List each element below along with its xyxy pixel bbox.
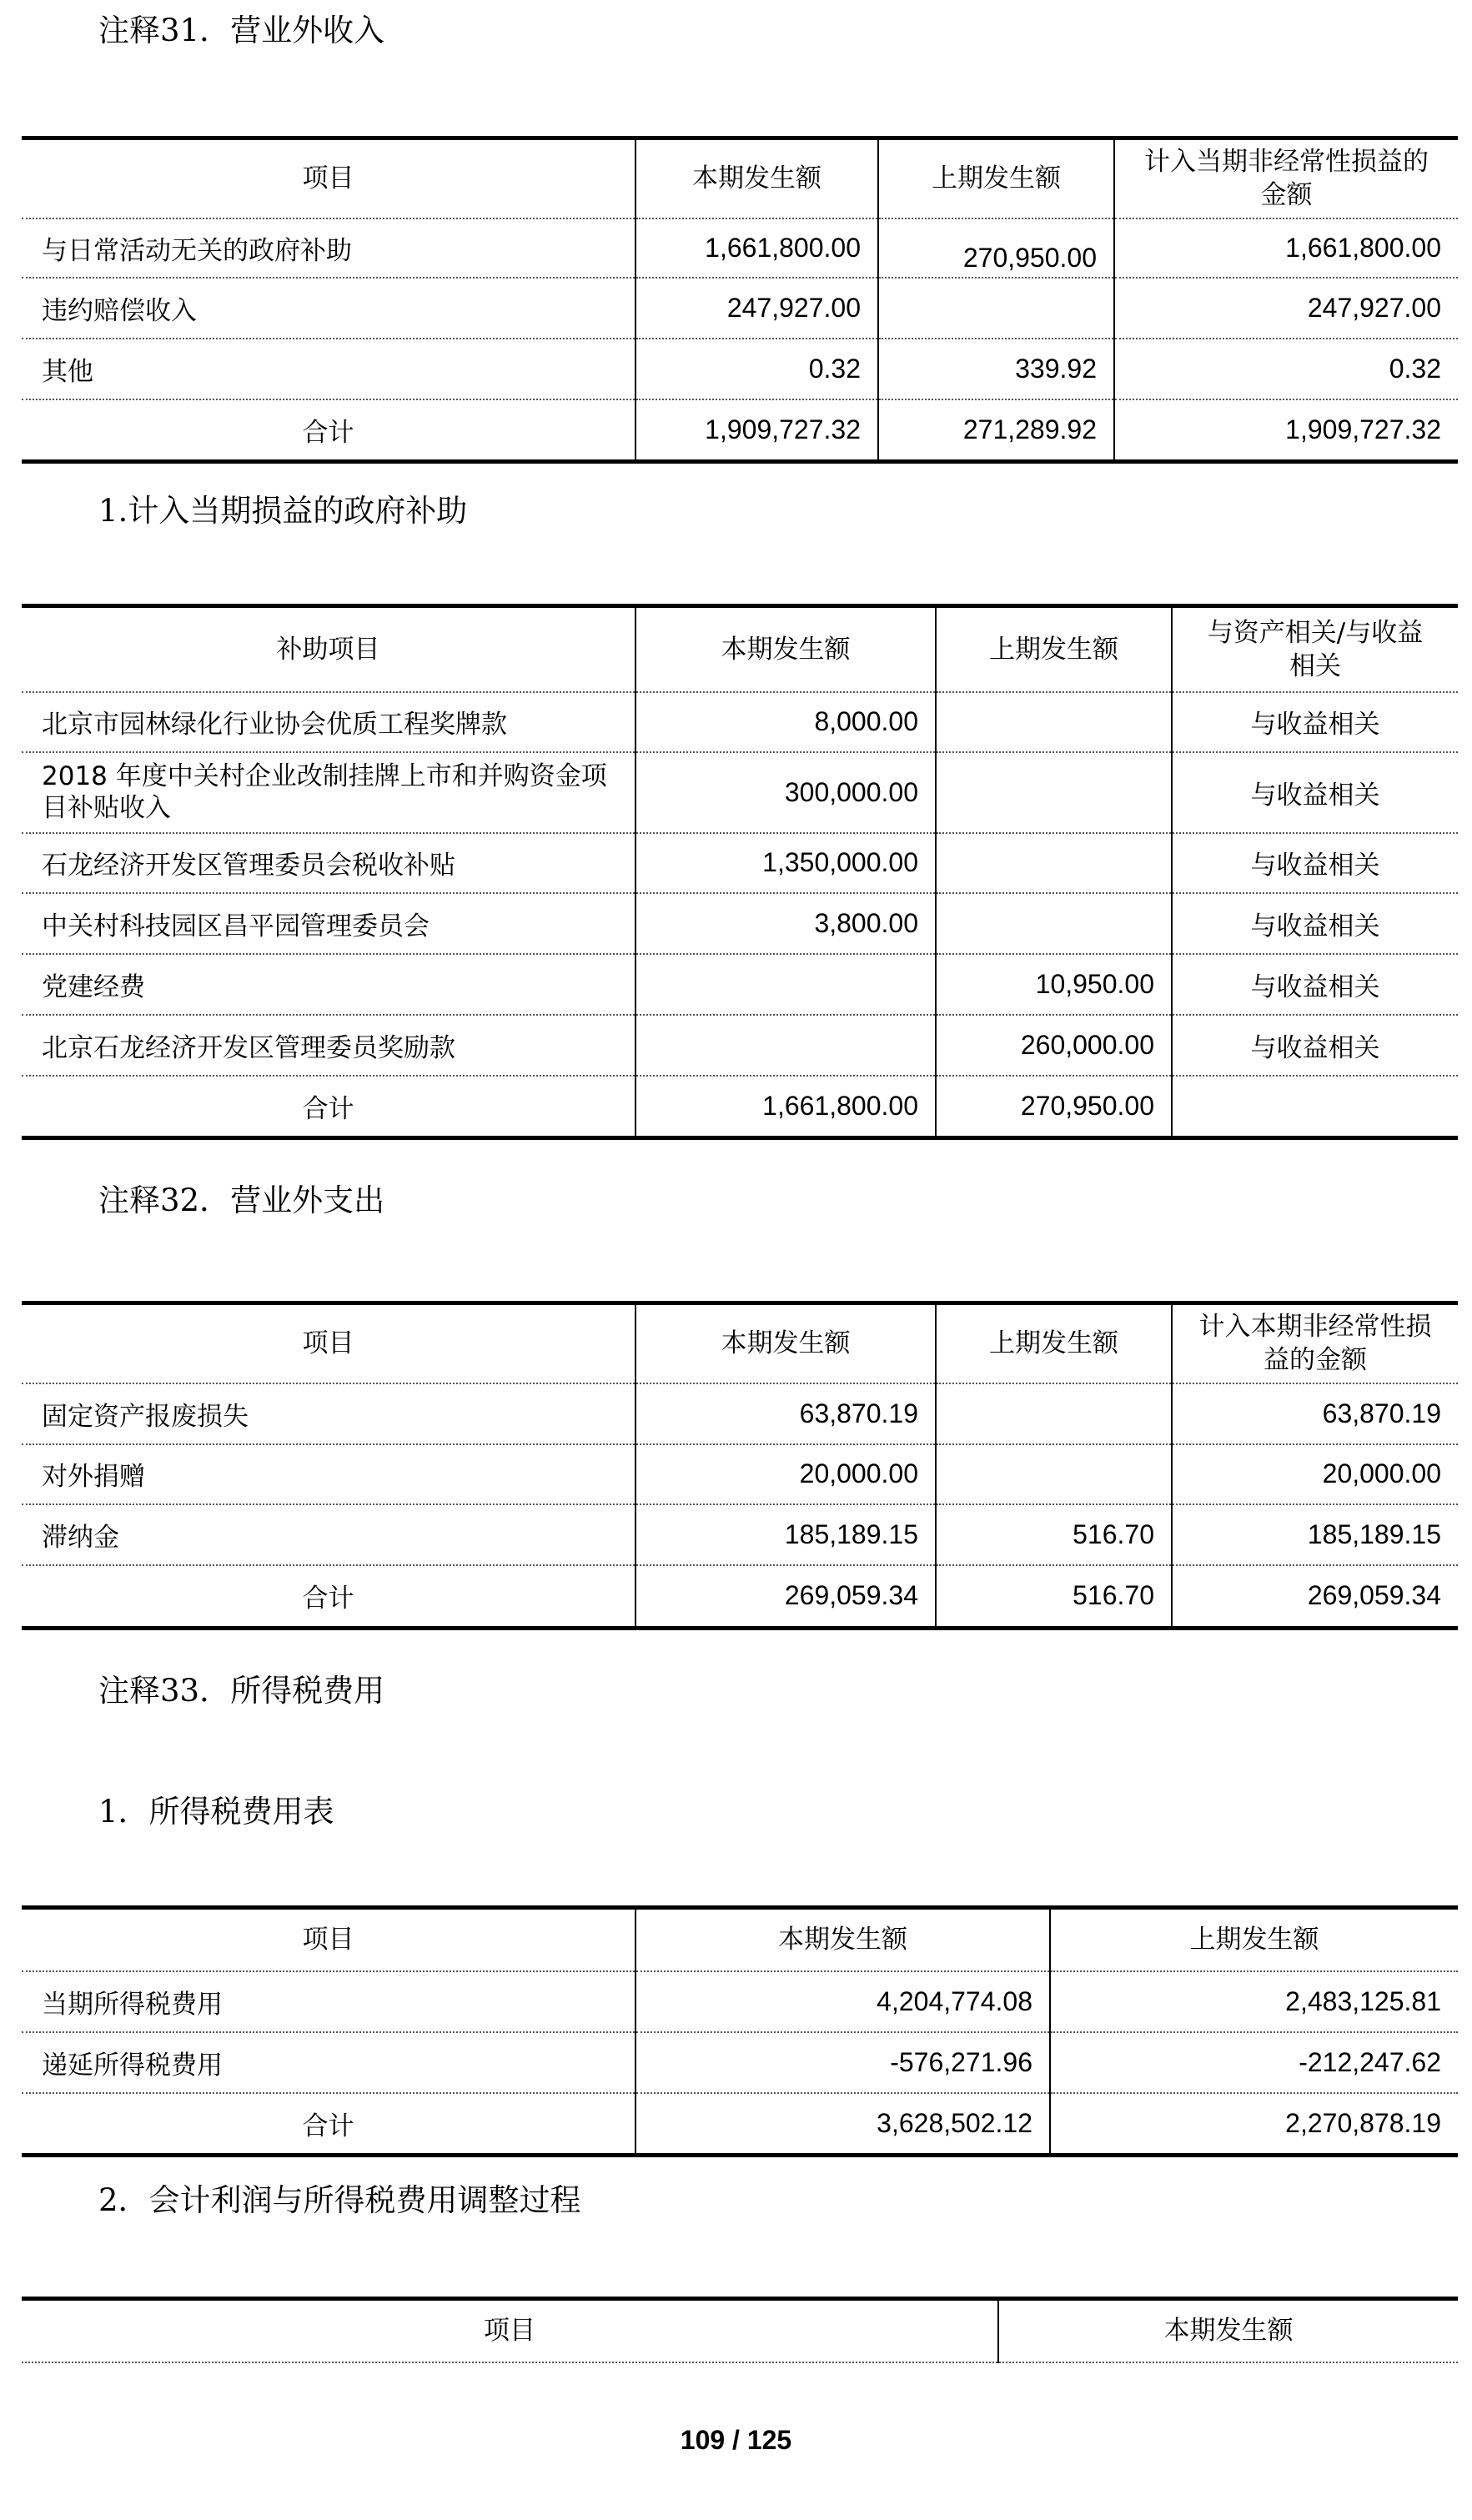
section-heading-note31: 注释31．营业外收入: [98, 13, 385, 48]
table-header-row: [22, 1303, 1458, 1383]
table-total-row: [22, 1076, 1458, 1138]
table-row: [22, 752, 1458, 833]
cell-nonrecurring: 63,870.19: [1172, 1383, 1458, 1444]
col-header-item: 补助项目: [22, 606, 636, 692]
col-header-current: 本期发生额: [636, 606, 936, 692]
row-label: 其他: [22, 339, 636, 399]
cell-current: 4,204,774.08: [636, 1971, 1050, 2032]
table-row: [22, 833, 1458, 893]
cell-current: 247,927.00: [636, 278, 878, 339]
cell-nonrecurring: 185,189.15: [1172, 1504, 1458, 1565]
cell-prior: [936, 893, 1172, 954]
total-relation: [1172, 1076, 1458, 1138]
cell-current: 300,000.00: [636, 752, 936, 833]
table-row: [22, 1444, 1458, 1504]
non-operating-expense-table: [22, 1301, 1458, 1630]
cell-relation: 与收益相关: [1172, 1015, 1458, 1076]
row-label: 违约赔偿收入: [22, 278, 636, 339]
cell-current: 63,870.19: [636, 1383, 936, 1444]
section-heading-note33: 注释33．所得税费用: [98, 1673, 385, 1709]
total-nonrecurring: 1,909,727.32: [1114, 399, 1458, 462]
cell-current: 1,661,800.00: [636, 218, 878, 278]
col-header-nonrecurring: 计入本期非经常性损益的金额: [1172, 1303, 1458, 1383]
row-label: 递延所得税费用: [22, 2032, 636, 2093]
cell-prior: [936, 1383, 1172, 1444]
row-label: 北京市园林绿化行业协会优质工程奖牌款: [22, 692, 636, 752]
row-label: 与日常活动无关的政府补助: [22, 218, 636, 278]
cell-relation: 与收益相关: [1172, 833, 1458, 893]
row-label: 2018 年度中关村企业改制挂牌上市和并购资金项目补贴收入: [22, 752, 636, 833]
col-header-item: 项目: [22, 1908, 636, 1971]
cell-prior: [936, 752, 1172, 833]
col-header-prior: 上期发生额: [878, 138, 1114, 218]
subsection-heading-tax-reconciliation: 2．会计利润与所得税费用调整过程: [98, 2182, 581, 2218]
table-row: [22, 218, 1458, 278]
total-label: 合计: [22, 2093, 636, 2156]
col-header-relation: 与资产相关/与收益相关: [1172, 606, 1458, 692]
cell-prior: [936, 1444, 1172, 1504]
col-header-prior: 上期发生额: [936, 606, 1172, 692]
table-total-row: [22, 2093, 1458, 2156]
total-label: 合计: [22, 1565, 636, 1629]
total-nonrecurring: 269,059.34: [1172, 1565, 1458, 1629]
table-total-row: [22, 399, 1458, 462]
table-row: [22, 1971, 1458, 2032]
cell-prior: 2,483,125.81: [1050, 1971, 1458, 2032]
table-row: [22, 278, 1458, 339]
cell-prior: [936, 833, 1172, 893]
row-label: 对外捐赠: [22, 1444, 636, 1504]
total-current: 3,628,502.12: [636, 2093, 1050, 2156]
income-tax-expense-table: [22, 1905, 1458, 2157]
cell-nonrecurring: 0.32: [1114, 339, 1458, 399]
row-label: 当期所得税费用: [22, 1971, 636, 2032]
cell-current: 1,350,000.00: [636, 833, 936, 893]
cell-prior: 516.70: [936, 1504, 1172, 1565]
total-current: 269,059.34: [636, 1565, 936, 1629]
page-number: 109 / 125: [680, 2425, 792, 2455]
subsection-heading-income-tax-table: 1．所得税费用表: [98, 1794, 334, 1830]
col-header-item: 项目: [22, 138, 636, 218]
row-label: 固定资产报废损失: [22, 1383, 636, 1444]
col-header-current: 本期发生额: [636, 138, 878, 218]
total-prior: 271,289.92: [878, 399, 1114, 462]
row-label: 石龙经济开发区管理委员会税收补贴: [22, 833, 636, 893]
table-header-row: [22, 138, 1458, 218]
col-header-current: 本期发生额: [636, 1908, 1050, 1971]
table-total-row: [22, 1565, 1458, 1629]
row-label: 北京石龙经济开发区管理委员奖励款: [22, 1015, 636, 1076]
cell-current: 0.32: [636, 339, 878, 399]
cell-current: 185,189.15: [636, 1504, 936, 1565]
table-header-row: [22, 2299, 1458, 2362]
cell-nonrecurring: 247,927.00: [1114, 278, 1458, 339]
total-label: 合计: [22, 399, 636, 462]
table-row: [22, 2032, 1458, 2093]
table-row: [22, 692, 1458, 752]
cell-prior: [936, 692, 1172, 752]
table-header-row: [22, 606, 1458, 692]
table-row: [22, 339, 1458, 399]
total-label: 合计: [22, 1076, 636, 1138]
col-header-current: 本期发生额: [636, 1303, 936, 1383]
total-prior: 270,950.00: [936, 1076, 1172, 1138]
col-header-item: 项目: [22, 1303, 636, 1383]
total-current: 1,661,800.00: [636, 1076, 936, 1138]
row-label: 中关村科技园区昌平园管理委员会: [22, 893, 636, 954]
total-prior: 2,270,878.19: [1050, 2093, 1458, 2156]
table-row: [22, 1383, 1458, 1444]
table-row: [22, 1015, 1458, 1076]
cell-prior: 339.92: [878, 339, 1114, 399]
section-heading-subsidy: 1.计入当期损益的政府补助: [98, 493, 468, 529]
table-header-row: [22, 1908, 1458, 1971]
cell-nonrecurring: 20,000.00: [1172, 1444, 1458, 1504]
col-header-nonrecurring: 计入当期非经常性损益的金额: [1114, 138, 1458, 218]
table-row: [22, 893, 1458, 954]
cell-current: -576,271.96: [636, 2032, 1050, 2093]
section-heading-note32: 注释32．营业外支出: [98, 1182, 385, 1218]
cell-current: [636, 1015, 936, 1076]
government-subsidy-table: [22, 604, 1458, 1140]
col-header-current: 本期发生额: [998, 2299, 1458, 2362]
non-operating-income-table: [22, 136, 1458, 464]
tax-reconciliation-table: [22, 2297, 1458, 2363]
cell-prior: -212,247.62: [1050, 2032, 1458, 2093]
total-prior: 516.70: [936, 1565, 1172, 1629]
total-current: 1,909,727.32: [636, 399, 878, 462]
cell-relation: 与收益相关: [1172, 893, 1458, 954]
table-row: [22, 1504, 1458, 1565]
cell-relation: 与收益相关: [1172, 954, 1458, 1015]
row-label: 党建经费: [22, 954, 636, 1015]
cell-prior: 10,950.00: [936, 954, 1172, 1015]
cell-current: 20,000.00: [636, 1444, 936, 1504]
row-label: 滞纳金: [22, 1504, 636, 1565]
cell-relation: 与收益相关: [1172, 692, 1458, 752]
cell-prior: 270,950.00: [878, 218, 1114, 278]
cell-current: 8,000.00: [636, 692, 936, 752]
col-header-prior: 上期发生额: [936, 1303, 1172, 1383]
col-header-prior: 上期发生额: [1050, 1908, 1458, 1971]
cell-current: 3,800.00: [636, 893, 936, 954]
cell-prior: [878, 278, 1114, 339]
cell-relation: 与收益相关: [1172, 752, 1458, 833]
table-row: [22, 954, 1458, 1015]
col-header-item: 项目: [22, 2299, 998, 2362]
cell-current: [636, 954, 936, 1015]
cell-prior: 260,000.00: [936, 1015, 1172, 1076]
cell-nonrecurring: 1,661,800.00: [1114, 218, 1458, 278]
